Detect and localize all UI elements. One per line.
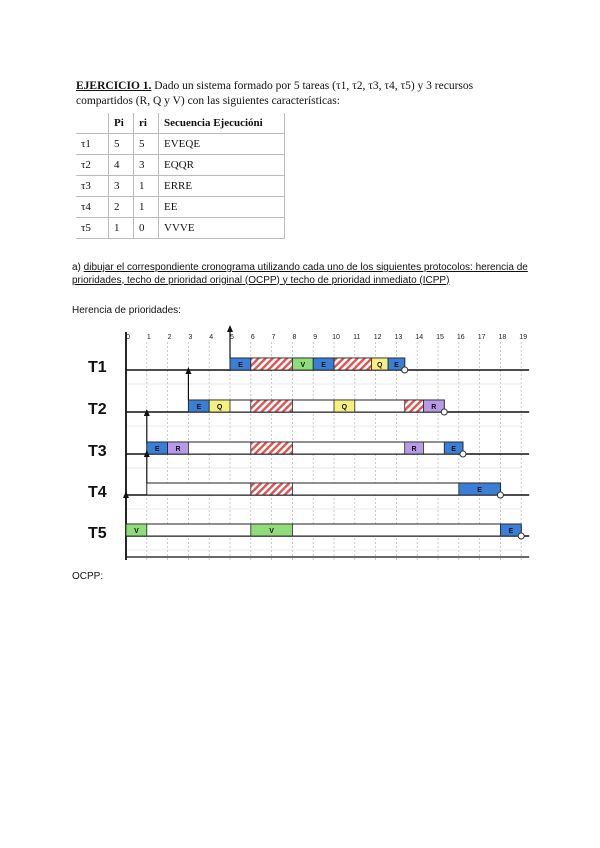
block-label: R — [175, 446, 181, 453]
completion-marker — [518, 533, 524, 539]
table-header: Pi — [109, 113, 134, 134]
exercise-title: EJERCICIO 1. — [76, 80, 152, 92]
block-label: R — [411, 446, 417, 453]
block-label: Q — [341, 404, 348, 411]
blocked-block — [251, 483, 293, 495]
table-cell: 3 — [134, 155, 159, 176]
table-cell: τ1 — [76, 134, 109, 155]
blocked-block — [405, 400, 424, 412]
task-label-t3: T3 — [88, 443, 107, 460]
tick-label: 4 — [209, 334, 214, 341]
tick-label: 8 — [292, 334, 297, 341]
tick-label: 16 — [456, 334, 465, 341]
table-cell: 1 — [134, 197, 159, 218]
block-label: E — [196, 404, 202, 411]
table-cell: τ4 — [76, 197, 109, 218]
tick-label: 14 — [415, 334, 424, 341]
tick-label: 11 — [353, 334, 361, 341]
blocked-block — [251, 400, 293, 412]
block-label: V — [269, 528, 274, 535]
blocked-block — [334, 358, 371, 370]
table-header: Secuencia Ejecucióni — [159, 113, 285, 134]
table-cell: τ2 — [76, 155, 109, 176]
table-cell: EVEQE — [159, 134, 285, 155]
block-label: V — [300, 362, 306, 369]
table-cell: EE — [159, 197, 285, 218]
tick-label: 10 — [332, 334, 340, 341]
section-ocpp-title: OCPP: — [72, 571, 104, 582]
arrival-arrowhead — [227, 325, 233, 332]
tick-label: 13 — [394, 334, 403, 341]
block-label: Q — [377, 362, 383, 369]
tick-label: 2 — [167, 334, 172, 341]
task-label-t4: T4 — [88, 484, 107, 501]
task-lifespan — [147, 483, 501, 495]
completion-marker — [441, 409, 447, 415]
block-label: Q — [216, 404, 223, 411]
tick-label: 1 — [146, 334, 151, 341]
task-label-t2: T2 — [88, 401, 107, 418]
block-label: E — [477, 487, 482, 494]
tick-label: 7 — [271, 334, 276, 341]
tick-label: 6 — [250, 334, 255, 341]
tick-label: 18 — [498, 334, 507, 341]
task-label-t1: T1 — [88, 359, 107, 376]
table-cell: 5 — [109, 134, 134, 155]
task-label-t5: T5 — [88, 525, 107, 542]
block-label: V — [134, 528, 139, 535]
block-label: E — [154, 446, 160, 453]
blocked-block — [251, 358, 293, 370]
question-prefix: a) — [72, 262, 84, 273]
table-cell: 4 — [109, 155, 134, 176]
tick-label: 3 — [188, 334, 193, 341]
blocked-block — [251, 442, 293, 454]
table-cell: EQQR — [159, 155, 285, 176]
block-label: E — [508, 528, 514, 535]
table-header: ri — [134, 113, 159, 134]
table-cell: τ3 — [76, 176, 109, 197]
tick-label: 12 — [373, 334, 382, 341]
question-text: dibujar el correspondiente cronograma utilizando cada uno de los siguientes protocolos: herencia de prioridades, techo de prioridad original (OCPP) y techo de prioridad inmediato (ICPP) — [72, 262, 528, 286]
block-label: E — [321, 362, 326, 369]
table-cell: ERRE — [159, 176, 285, 197]
completion-marker — [460, 451, 466, 457]
table-cell: 0 — [134, 218, 159, 239]
task-lifespan — [126, 524, 521, 536]
tick-label: 0 — [126, 334, 130, 341]
tick-label: 9 — [313, 334, 318, 341]
block-label: R — [431, 404, 437, 411]
block-label: E — [394, 362, 399, 369]
completion-marker — [497, 492, 503, 498]
table-cell: VVVE — [159, 218, 285, 239]
table-cell: 5 — [134, 134, 159, 155]
tick-label: 19 — [519, 334, 528, 341]
table-cell: 3 — [109, 176, 134, 197]
tick-label: 17 — [477, 334, 486, 341]
block-label: E — [451, 446, 456, 453]
table-cell: τ5 — [76, 218, 109, 239]
tick-label: 15 — [436, 334, 444, 341]
exercise-text: Dado un sistema formado por 5 tareas (τ1, τ2, τ3, τ4, τ5) y 3 recursos compartidos (R, Q y V) con las siguientes características: — [76, 80, 474, 107]
completion-marker — [402, 367, 408, 373]
block-label: E — [238, 362, 243, 369]
section-herencia-title: Herencia de prioridades: — [72, 305, 181, 316]
table-cell: 1 — [109, 218, 134, 239]
table-cell: 2 — [109, 197, 134, 218]
table-cell: 1 — [134, 176, 159, 197]
tick-label: 5 — [230, 334, 234, 341]
